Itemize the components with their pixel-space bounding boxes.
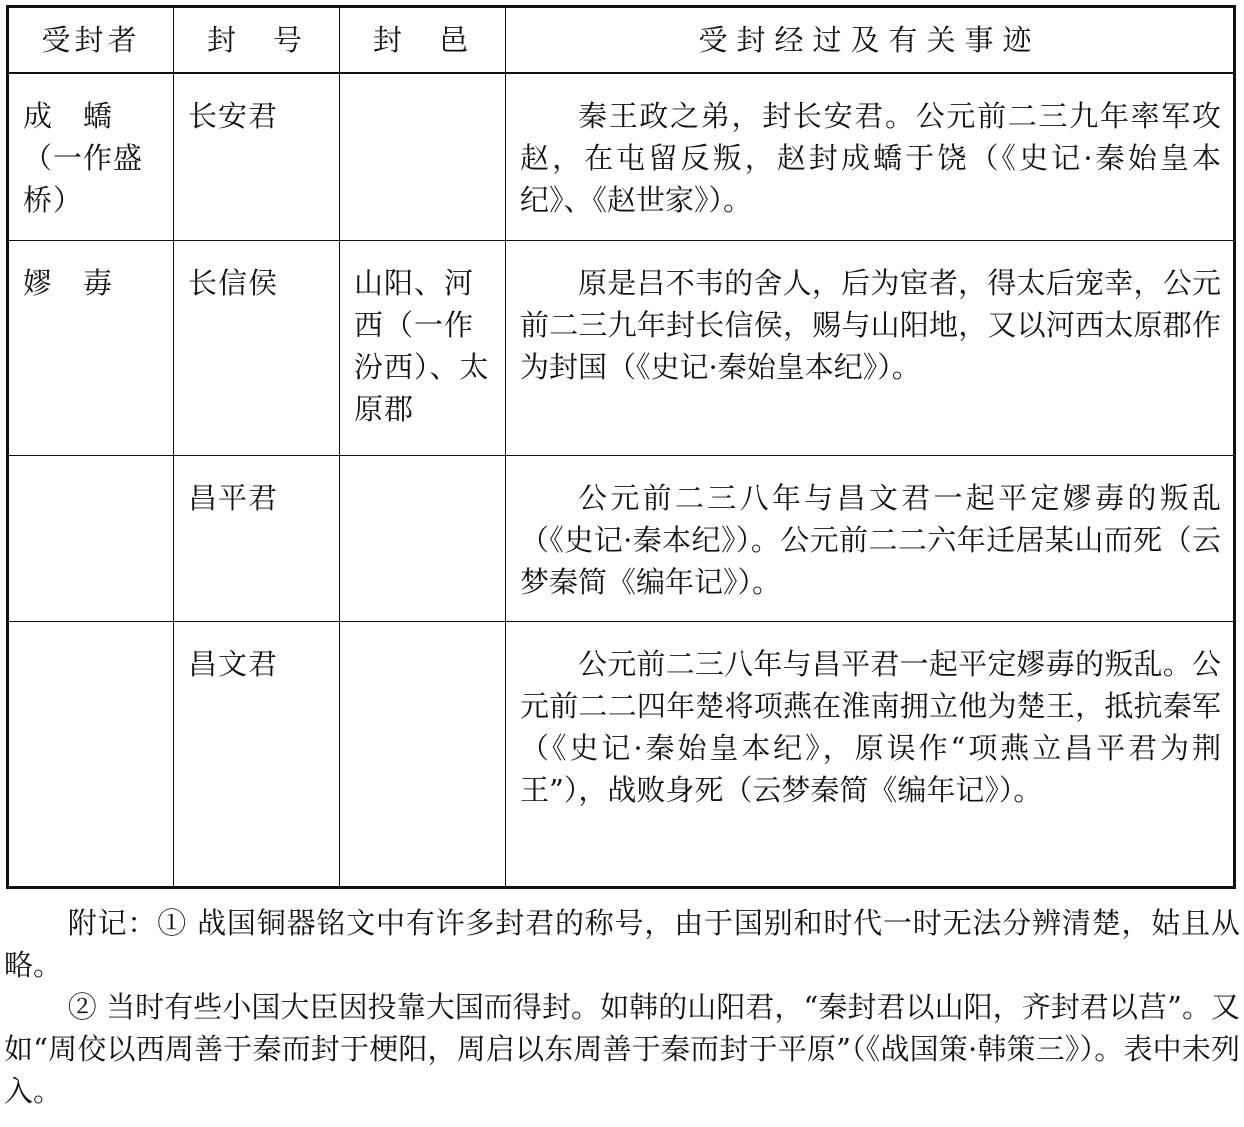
cell-fief bbox=[340, 455, 506, 621]
table-row bbox=[8, 73, 1235, 240]
cell-fief: 山阳、河西（一作汾西）、太原郡 bbox=[340, 240, 506, 455]
cell-recipient: 嫪 毐 bbox=[8, 240, 174, 455]
cell-recipient: 成 蟜（一作盛桥） bbox=[8, 73, 174, 240]
cell-events: 秦王政之弟，封长安君。公元前二三九年率军攻赵，在屯留反叛，赵封成蟜于饶（《史记·秦始皇本纪》、《赵世家》）。 bbox=[506, 73, 1235, 240]
note-2: ② 当时有些小国大臣因投靠大国而得封。如韩的山阳君，“秦封君以山阳，齐封君以莒”。又如“周佼以西周善于秦而封于梗阳，周启以东周善于秦而封于平原”（《战国策·韩策三》）。表中未列入。 bbox=[4, 990, 1240, 1108]
cell-recipient bbox=[8, 621, 174, 887]
table-header-row bbox=[8, 7, 1235, 74]
table-row bbox=[8, 621, 1235, 887]
cell-title: 长安君 bbox=[174, 73, 340, 240]
table-row bbox=[8, 455, 1235, 621]
cell-title: 昌平君 bbox=[174, 455, 340, 621]
cell-title: 昌文君 bbox=[174, 621, 340, 887]
table-row bbox=[8, 240, 1235, 455]
note-1: 附记：① 战国铜器铭文中有许多封君的称号，由于国别和时代一时无法分辨清楚，姑且从略。 bbox=[4, 906, 1240, 982]
cell-events: 公元前二三八年与昌平君一起平定嫪毐的叛乱。公元前二二四年楚将项燕在淮南拥立他为楚王，抵抗秦军（《史记·秦始皇本纪》，原误作“项燕立昌平君为荆王”），战败身死（云梦秦简《编年记》）。 bbox=[506, 621, 1235, 887]
cell-fief bbox=[340, 73, 506, 240]
cell-title: 长信侯 bbox=[174, 240, 340, 455]
header-recipient: 受封者 bbox=[8, 7, 174, 74]
cell-recipient bbox=[8, 455, 174, 621]
cell-events: 原是吕不韦的舍人，后为宦者，得太后宠幸，公元前二三九年封长信侯，赐与山阳地，又以河西太原郡作为封国（《史记·秦始皇本纪》）。 bbox=[506, 240, 1235, 455]
header-events: 受封经过及有关事迹 bbox=[506, 7, 1235, 74]
header-title: 封 号 bbox=[174, 7, 340, 74]
enfeoffment-table bbox=[6, 5, 1236, 889]
cell-events: 公元前二三八年与昌文君一起平定嫪毐的叛乱（《史记·秦本纪》）。公元前二二六年迁居某山而死（云梦秦简《编年记》）。 bbox=[506, 455, 1235, 621]
cell-fief bbox=[340, 621, 506, 887]
header-fief: 封 邑 bbox=[340, 7, 506, 74]
appendix-notes bbox=[4, 902, 1240, 1112]
